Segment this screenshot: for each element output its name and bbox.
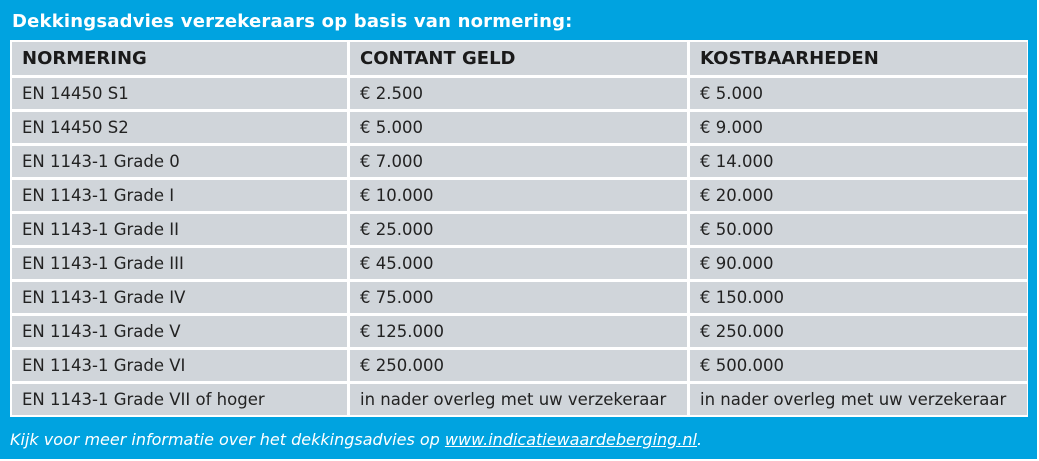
- cell-kostbaarheden: € 9.000: [690, 112, 1027, 143]
- cell-contant-geld: € 125.000: [350, 316, 687, 347]
- table-row: [12, 316, 1027, 347]
- coverage-table: [10, 40, 1028, 417]
- table-row: [12, 384, 1027, 415]
- cell-contant-geld: € 25.000: [350, 214, 687, 245]
- header-normering: NORMERING: [12, 42, 347, 75]
- table-row: [12, 282, 1027, 313]
- cell-normering: EN 1143-1 Grade III: [12, 248, 347, 279]
- cell-contant-geld: € 10.000: [350, 180, 687, 211]
- cell-normering: EN 1143-1 Grade 0: [12, 146, 347, 177]
- cell-contant-geld: € 45.000: [350, 248, 687, 279]
- cell-kostbaarheden: € 90.000: [690, 248, 1027, 279]
- cell-contant-geld: € 2.500: [350, 78, 687, 109]
- cell-kostbaarheden: in nader overleg met uw verzekeraar: [690, 384, 1027, 415]
- cell-contant-geld: € 7.000: [350, 146, 687, 177]
- table-row: [12, 146, 1027, 177]
- cell-contant-geld: in nader overleg met uw verzekeraar: [350, 384, 687, 415]
- cell-kostbaarheden: € 14.000: [690, 146, 1027, 177]
- footer-suffix: .: [697, 430, 703, 449]
- cell-kostbaarheden: € 50.000: [690, 214, 1027, 245]
- table-header-row: [12, 42, 1027, 75]
- table-row: [12, 112, 1027, 143]
- header-contant-geld: CONTANT GELD: [350, 42, 687, 75]
- cell-normering: EN 1143-1 Grade VII of hoger: [12, 384, 347, 415]
- table-row: [12, 248, 1027, 279]
- cell-normering: EN 1143-1 Grade I: [12, 180, 347, 211]
- table-row: [12, 214, 1027, 245]
- cell-kostbaarheden: € 500.000: [690, 350, 1027, 381]
- table-row: [12, 78, 1027, 109]
- cell-contant-geld: € 5.000: [350, 112, 687, 143]
- footer-text: Kijk voor meer informatie over het dekkingsadvies op: [10, 430, 445, 449]
- cell-normering: EN 1143-1 Grade II: [12, 214, 347, 245]
- table-row: [12, 180, 1027, 211]
- cell-kostbaarheden: € 20.000: [690, 180, 1027, 211]
- cell-kostbaarheden: € 250.000: [690, 316, 1027, 347]
- cell-normering: EN 14450 S2: [12, 112, 347, 143]
- cell-kostbaarheden: € 150.000: [690, 282, 1027, 313]
- table-row: [12, 350, 1027, 381]
- panel-title: Dekkingsadvies verzekeraars op basis van normering:: [12, 11, 573, 32]
- cell-contant-geld: € 75.000: [350, 282, 687, 313]
- info-link[interactable]: www.indicatiewaardeberging.nl: [444, 430, 697, 449]
- cell-normering: EN 1143-1 Grade V: [12, 316, 347, 347]
- cell-normering: EN 1143-1 Grade IV: [12, 282, 347, 313]
- footer-note: [10, 430, 702, 449]
- header-kostbaarheden: KOSTBAARHEDEN: [690, 42, 1027, 75]
- cell-contant-geld: € 250.000: [350, 350, 687, 381]
- cell-normering: EN 1143-1 Grade VI: [12, 350, 347, 381]
- cell-normering: EN 14450 S1: [12, 78, 347, 109]
- cell-kostbaarheden: € 5.000: [690, 78, 1027, 109]
